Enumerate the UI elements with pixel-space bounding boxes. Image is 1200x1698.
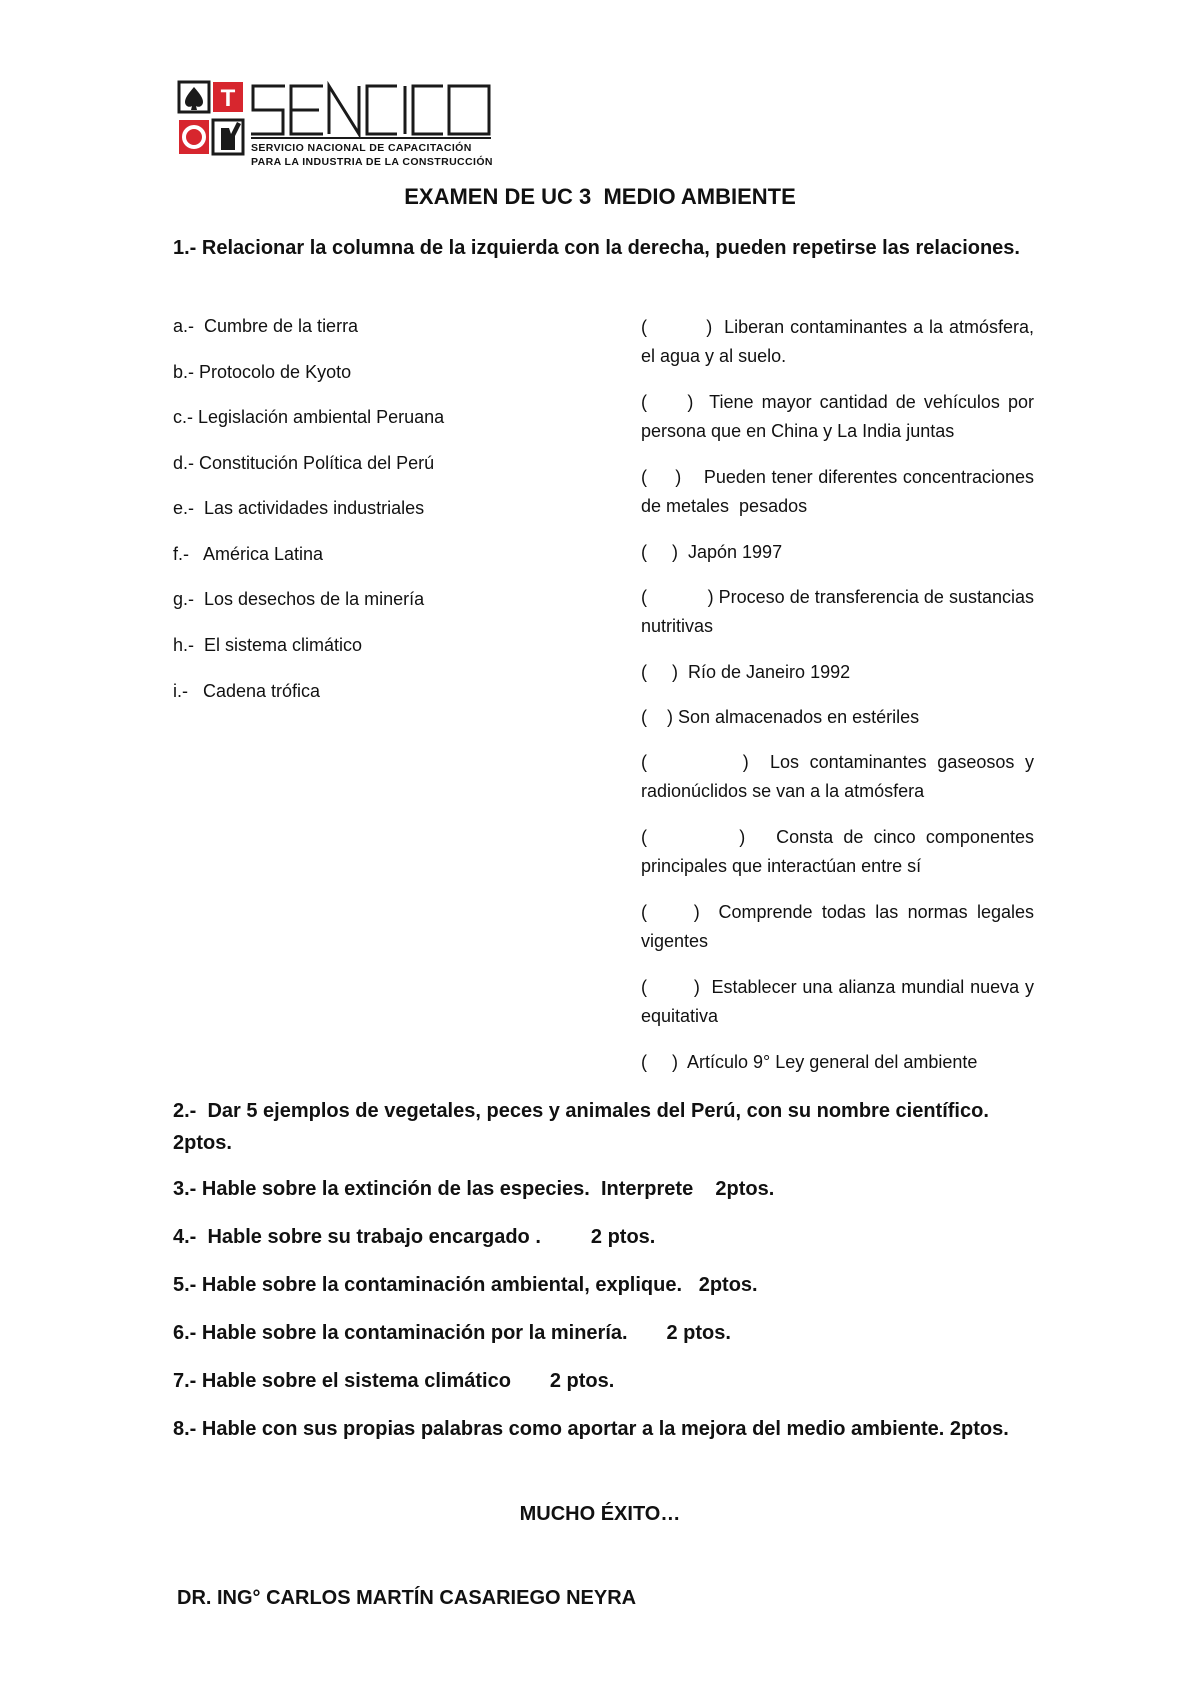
left-item-c: c.- Legislación ambiental Peruana: [173, 407, 445, 427]
question-3: 3.- Hable sobre la extinción de las especies. Interprete 2ptos.: [173, 1178, 775, 1200]
closing-message: MUCHO ÉXITO…: [519, 1503, 681, 1525]
left-item-f: f.- América Latina: [173, 544, 324, 564]
right-item-11: ( ) Establecer una alianza mundial nueva y equitativa: [641, 977, 1040, 1026]
right-item-8: ( ) Los contaminantes gaseosos y radionúclidos se van a la atmósfera: [641, 752, 1040, 801]
sencico-logo: [177, 80, 497, 172]
right-item-5: ( ) Proceso de transferencia de sustancias nutritivas: [641, 587, 1040, 636]
right-item-10: ( ) Comprende todas las normas legales vigentes: [641, 902, 1040, 951]
question-2: 2.- Dar 5 ejemplos de vegetales, peces y animales del Perú, con su nombre científico. 2ptos.: [173, 1100, 995, 1154]
question-4: 4.- Hable sobre su trabajo encargado . 2 ptos.: [173, 1226, 656, 1248]
right-item-2: ( ) Tiene mayor cantidad de vehículos por persona que en China y La India juntas: [641, 392, 1040, 441]
question-1-instruction: 1.- Relacionar la columna de la izquierda con la derecha, pueden repetirse las relaciones.: [173, 237, 1020, 259]
right-item-4: ( ) Japón 1997: [641, 542, 783, 562]
exam-title: EXAMEN DE UC 3 MEDIO AMBIENTE: [404, 184, 796, 209]
left-item-e: e.- Las actividades industriales: [173, 498, 425, 518]
question-6: 6.- Hable sobre la contaminación por la minería. 2 ptos.: [173, 1322, 731, 1344]
logo-subtitle-line1: SERVICIO NACIONAL DE CAPACITACIÓN: [251, 142, 472, 154]
right-item-9: ( ) Consta de cinco componentes principales que interactúan entre sí: [641, 827, 1040, 876]
svg-text:T: T: [220, 85, 236, 112]
left-item-a: a.- Cumbre de la tierra: [173, 316, 359, 336]
left-item-g: g.- Los desechos de la minería: [173, 589, 425, 609]
left-item-i: i.- Cadena trófica: [173, 681, 321, 701]
left-item-h: h.- El sistema climático: [173, 635, 363, 655]
signature: DR. ING° CARLOS MARTÍN CASARIEGO NEYRA: [177, 1587, 637, 1609]
right-item-12: ( ) Artículo 9° Ley general del ambiente: [641, 1052, 978, 1072]
logo-subtitle-line2: PARA LA INDUSTRIA DE LA CONSTRUCCIÓN: [251, 156, 493, 168]
left-item-b: b.- Protocolo de Kyoto: [173, 362, 352, 382]
question-8: 8.- Hable con sus propias palabras como aportar a la mejora del medio ambiente. 2ptos.: [173, 1418, 1009, 1440]
right-item-1: ( ) Liberan contaminantes a la atmósfera, el agua y al suelo.: [641, 317, 1040, 366]
left-item-d: d.- Constitución Política del Perú: [173, 453, 435, 473]
question-7: 7.- Hable sobre el sistema climático 2 ptos.: [173, 1370, 615, 1392]
right-item-3: ( ) Pueden tener diferentes concentraciones de metales pesados: [641, 467, 1040, 516]
question-5: 5.- Hable sobre la contaminación ambiental, explique. 2ptos.: [173, 1274, 758, 1296]
right-item-6: ( ) Río de Janeiro 1992: [641, 662, 851, 682]
right-item-7: ( ) Son almacenados en estériles: [641, 707, 920, 727]
